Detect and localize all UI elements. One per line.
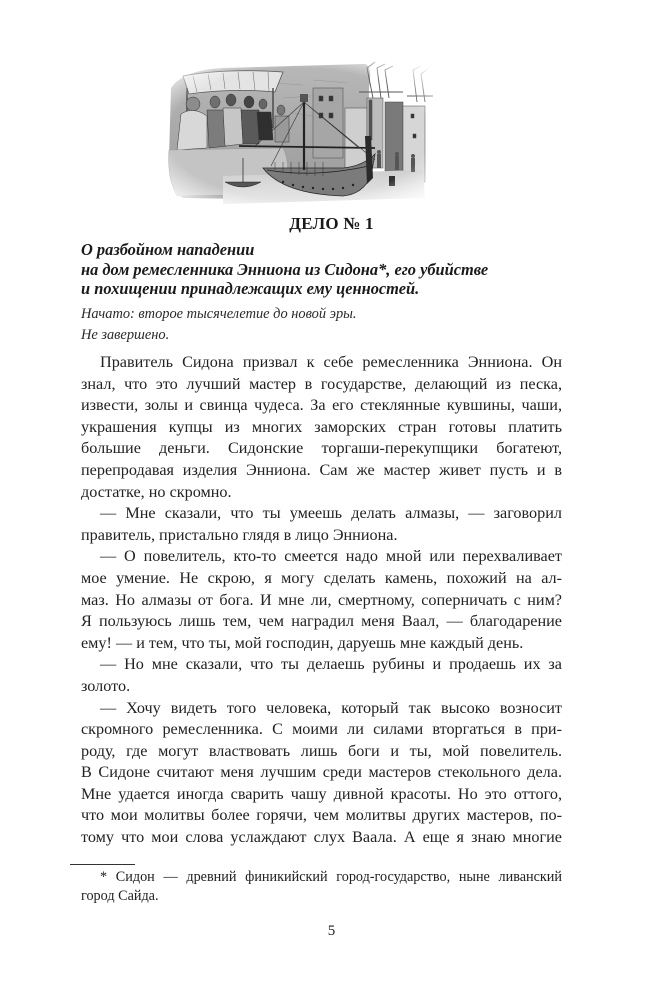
paragraph (81, 698, 562, 849)
text-line: перепродавая изделия Энниона. Сам же мастер живет пусть и в (81, 460, 562, 479)
harbor-illustration (163, 58, 463, 210)
body-text (81, 352, 562, 849)
text-line: Мне удается иногда сварить чашу дивной красоты. Но это оттого, (81, 784, 562, 803)
text-line: — Но мне сказали, что ты делаешь рубины и продаешь их за (100, 655, 562, 674)
footnote-rule (70, 864, 135, 865)
text-line: мое умение. Не скрою, я могу сделать камень, похожий на ал- (81, 568, 562, 587)
text-line: знал, что это лучший мастер в государстве, делающий из песка, (81, 374, 562, 393)
text-line: ему! — и тем, что ты, мой господин, даруешь мне каждый день. (81, 633, 524, 652)
text-line: маз. Но алмазы от бога. И мне ли, смертному, соперничать с ним? (81, 590, 562, 609)
text-line: — О повелитель, кто-то смеется надо мной или перехваливает (100, 547, 562, 566)
case-subtitle-line: и похищении принадлежащих ему ценностей. (81, 279, 420, 298)
text-line: что мои молитвы более горячи, чем молитвы других мастеров, по- (81, 806, 562, 825)
case-subtitle-line: на дом ремесленника Энниона из Сидона*, его убийстве (81, 259, 489, 279)
case-subtitle-line: О разбойном нападении (81, 240, 255, 259)
paragraph (81, 352, 562, 503)
text-line: большие деньги. Сидонские торгаши-перекупщики богатеют, (81, 439, 562, 458)
case-meta (81, 304, 561, 346)
paragraph (81, 503, 562, 546)
text-line: тому что мои слова услаждают слух Ваала. А еще я знаю многие (81, 828, 562, 847)
text-line: В Сидоне считают меня лучшим среди мастеров стекольного дела. (81, 763, 562, 782)
text-line: Правитель Сидона призвал к себе ремесленника Энниона. Он (100, 353, 562, 371)
paragraph (81, 546, 562, 654)
paragraph (81, 654, 562, 697)
footnote-line: город Сайда. (81, 888, 159, 904)
case-title: ДЕЛО № 1 (289, 214, 374, 233)
text-line: украшения купцы из многих заморских стран готовы платить (81, 417, 562, 436)
text-line: правитель, пристально глядя в лицо Энниона. (81, 525, 398, 544)
case-started: Начато: второе тысячелетие до новой эры. (81, 306, 357, 322)
footnote (81, 868, 562, 906)
text-line: Я пользуюсь лишь тем, чем наградил меня Ваал, — благодарение (81, 612, 562, 631)
text-line: — Хочу видеть того человека, который так высоко возносит (100, 698, 562, 717)
page-number: 5 (327, 923, 336, 939)
harbor-illustration-drawing (163, 58, 463, 210)
case-status: Не завершено. (81, 327, 170, 343)
text-line: золото. (81, 676, 131, 695)
text-line: достатке, но скромно. (81, 482, 232, 501)
text-line: извести, золы и свинца чудеса. За его стеклянные кувшины, чаши, (81, 396, 562, 415)
text-line: роду, где могут властвовать лишь боги и ты, мой повелитель. (81, 741, 562, 760)
case-subtitle (81, 240, 571, 299)
footnote-line: * Сидон — древний финикийский город-государство, ныне ливанский (100, 869, 562, 885)
text-line: скромного ремесленника. С моими ли силами вторгаться в при- (81, 720, 562, 739)
text-line: — Мне сказали, что ты умеешь делать алмазы, — заговорил (100, 504, 562, 523)
